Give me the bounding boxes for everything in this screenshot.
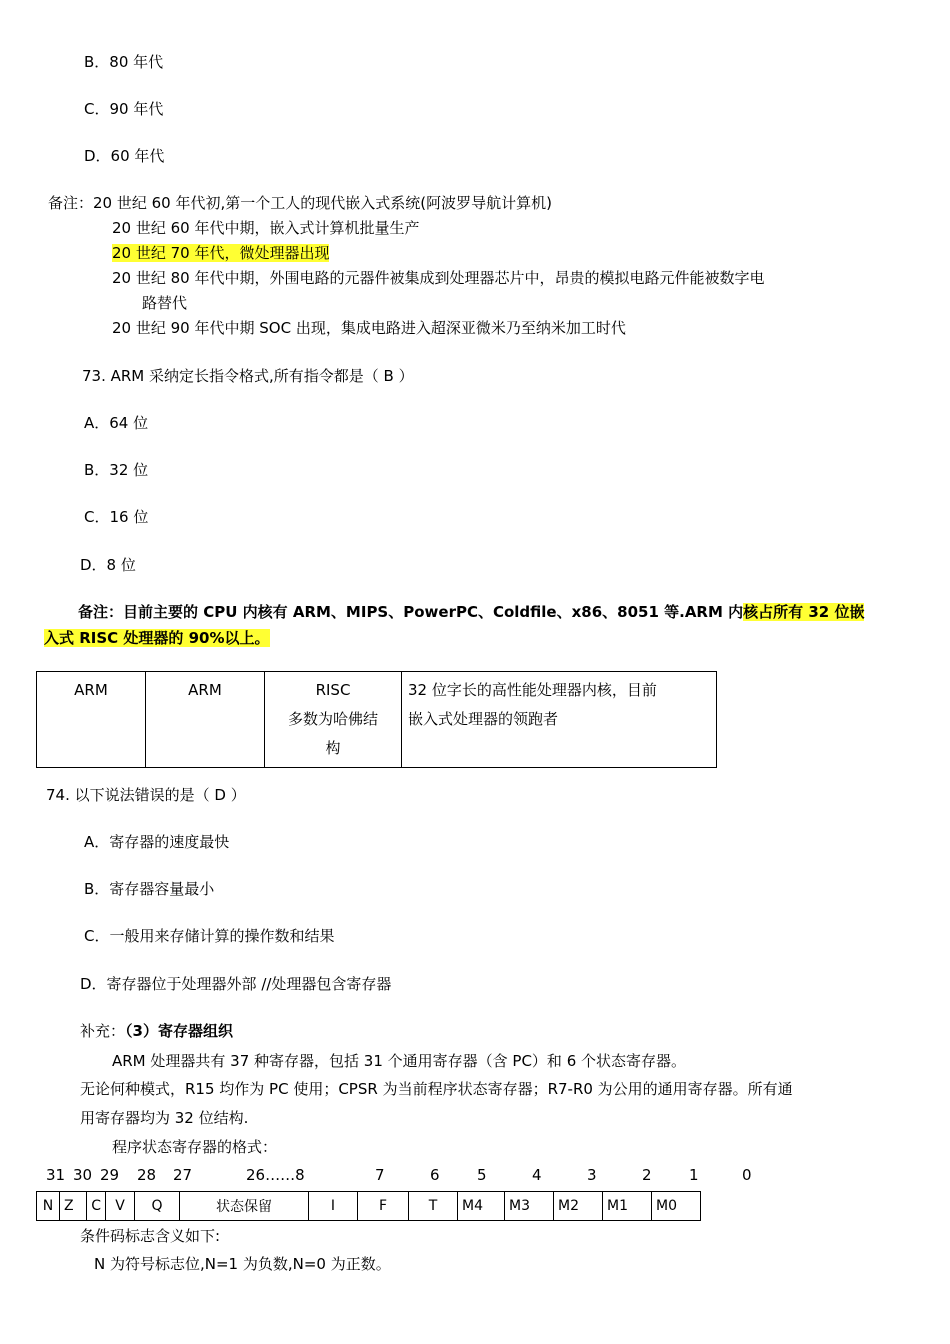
psr-field-reserved: 状态保留 bbox=[180, 1192, 309, 1221]
psr-field-c: C bbox=[87, 1192, 106, 1221]
note2-part3: 入式 RISC 处理器的 90%以上。 bbox=[44, 629, 270, 647]
bit-number: 30 bbox=[73, 1166, 93, 1184]
supp-line2: 无论何种模式，R15 均作为 PC 使用；CPSR 为当前程序状态寄存器；R7-R0 为公用的通用寄存器。所有通 bbox=[80, 1080, 793, 1098]
cond-title: 条件码标志含义如下: bbox=[80, 1227, 221, 1245]
bit-number: 27 bbox=[173, 1166, 193, 1184]
table1-cell-4-line1: 32 位字长的高性能处理器内核，目前 bbox=[408, 681, 657, 699]
note1-line3-wrap bbox=[112, 243, 329, 263]
cond-n-line: N 为符号标志位,N=1 为负数,N=0 为正数。 bbox=[94, 1255, 391, 1273]
supp-line4: 程序状态寄存器的格式： bbox=[112, 1138, 278, 1156]
q73-option-a: A．64 位 bbox=[84, 414, 149, 432]
psr-format-table bbox=[36, 1191, 701, 1221]
bit-number: 2 bbox=[642, 1166, 652, 1184]
psr-field-n: N bbox=[37, 1192, 60, 1221]
psr-field-t: T bbox=[409, 1192, 458, 1221]
option-b-prev: B．80 年代 bbox=[84, 53, 164, 71]
psr-field-m4: M4 bbox=[458, 1192, 505, 1221]
note2-line1 bbox=[78, 602, 864, 622]
bit-number: 4 bbox=[532, 1166, 542, 1184]
bit-number: 26……8 bbox=[246, 1166, 305, 1184]
note2-line2 bbox=[44, 628, 270, 648]
option-c-prev: C．90 年代 bbox=[84, 100, 164, 118]
bit-number: 1 bbox=[689, 1166, 699, 1184]
table1-cell-1: ARM bbox=[37, 672, 146, 768]
psr-field-m0: M0 bbox=[652, 1192, 701, 1221]
bit-number: 6 bbox=[430, 1166, 440, 1184]
psr-field-f: F bbox=[358, 1192, 409, 1221]
note1-line3: 20 世纪 70 年代，微处理器出现 bbox=[112, 244, 330, 262]
supp-heading: （3）寄存器组织 bbox=[125, 1022, 233, 1040]
note1-line6: 20 世纪 90 年代中期 SOC 出现，集成电路进入超深亚微米乃至纳米加工时代 bbox=[112, 319, 626, 337]
q73-option-c: C．16 位 bbox=[84, 508, 149, 526]
bit-number: 29 bbox=[100, 1166, 120, 1184]
psr-field-m2: M2 bbox=[554, 1192, 603, 1221]
note2-part2: 核占所有 32 位嵌 bbox=[743, 603, 865, 621]
q74-question: 74. 以下说法错误的是（ D ） bbox=[46, 786, 246, 804]
q74-option-a: A．寄存器的速度最快 bbox=[84, 833, 230, 851]
table1-cell-3 bbox=[265, 672, 402, 768]
note2-part1: 备注：目前主要的 CPU 内核有 ARM、MIPS、PowerPC、Coldfile、x86、8051 等.ARM 内 bbox=[78, 603, 744, 621]
q73-option-b: B．32 位 bbox=[84, 461, 149, 479]
bit-number: 28 bbox=[137, 1166, 157, 1184]
table1-cell-4-line2: 嵌入式处理器的领跑者 bbox=[408, 710, 559, 728]
note1-line5: 路替代 bbox=[142, 294, 188, 312]
q73-option-d: D．8 位 bbox=[80, 556, 136, 574]
q73-question: 73. ARM 采纳定长指令格式,所有指令都是（ B ） bbox=[82, 367, 414, 385]
bit-number: 5 bbox=[477, 1166, 487, 1184]
q74-option-d: D．寄存器位于处理器外部 //处理器包含寄存器 bbox=[80, 975, 392, 993]
bit-number: 0 bbox=[742, 1166, 752, 1184]
table1-cell-4 bbox=[402, 672, 717, 768]
psr-field-m3: M3 bbox=[505, 1192, 554, 1221]
note1-line2: 20 世纪 60 年代中期，嵌入式计算机批量生产 bbox=[112, 219, 420, 237]
table1-cell-3-line1: RISC bbox=[315, 681, 351, 699]
option-d-prev: D．60 年代 bbox=[84, 147, 165, 165]
supp-heading-line bbox=[80, 1021, 233, 1041]
bit-number: 3 bbox=[587, 1166, 597, 1184]
psr-field-i: I bbox=[309, 1192, 358, 1221]
supp-label: 补充： bbox=[80, 1022, 126, 1040]
table1-cell-2: ARM bbox=[146, 672, 265, 768]
psr-field-q: Q bbox=[135, 1192, 180, 1221]
table1-cell-3-line2: 多数为哈佛结 bbox=[287, 710, 378, 728]
bit-number: 7 bbox=[375, 1166, 385, 1184]
arm-info-table bbox=[36, 671, 717, 768]
note1-line4: 20 世纪 80 年代中期，外围电路的元器件被集成到处理器芯片中，昂贵的模拟电路元件能被数字电 bbox=[112, 269, 765, 287]
psr-field-z: Z bbox=[60, 1192, 87, 1221]
table1-cell-3-line3: 构 bbox=[325, 739, 341, 757]
psr-field-v: V bbox=[106, 1192, 135, 1221]
note1-line1: 备注：20 世纪 60 年代初,第一个工人的现代嵌入式系统(阿波罗导航计算机) bbox=[48, 194, 552, 212]
psr-field-m1: M1 bbox=[603, 1192, 652, 1221]
q74-option-b: B．寄存器容量最小 bbox=[84, 880, 215, 898]
bit-number: 31 bbox=[46, 1166, 66, 1184]
q74-option-c: C．一般用来存储计算的操作数和结果 bbox=[84, 927, 335, 945]
supp-line1: ARM 处理器共有 37 种寄存器，包括 31 个通用寄存器（含 PC）和 6 个状态寄存器。 bbox=[112, 1052, 687, 1070]
supp-line3: 用寄存器均为 32 位结构. bbox=[80, 1109, 249, 1127]
